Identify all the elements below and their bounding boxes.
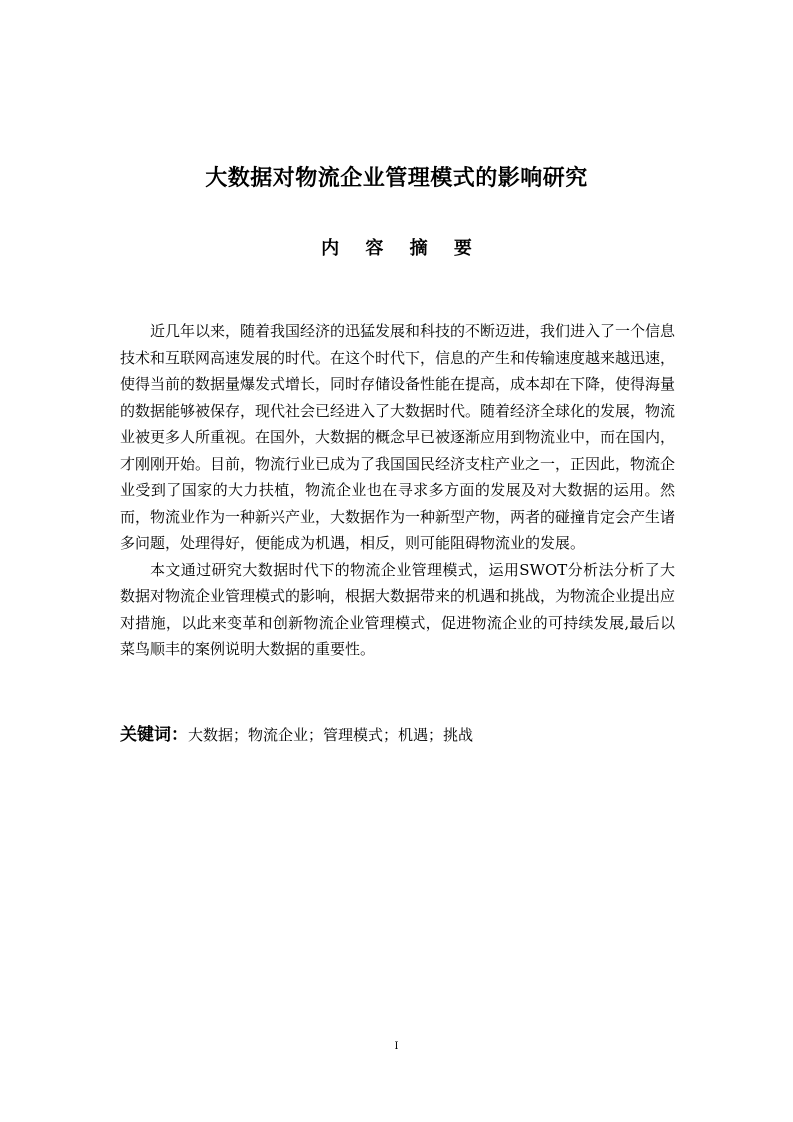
- keywords-label: 关键词：: [120, 725, 188, 745]
- paper-title: 大数据对物流企业管理模式的影响研究: [205, 166, 588, 191]
- abstract-body: [120, 318, 675, 663]
- abstract-paragraph-2: 本文通过研究大数据时代下的物流企业管理模式，运用SWOT分析法分析了大数据对物流企业管理模式的影响，根据大数据带来的机遇和挑战，为物流企业提出应对措施，以此来变革和创新物流企业管理模式，促进物流企业的可持续发展,最后以菜鸟顺丰的案例说明大数据的重要性。: [120, 560, 676, 658]
- page-number: I: [394, 1041, 399, 1052]
- keywords-line: [120, 722, 675, 748]
- abstract-heading: 内 容 摘 要: [321, 238, 482, 259]
- abstract-paragraph-1: 近几年以来，随着我国经济的迅猛发展和科技的不断迈进，我们进入了一个信息技术和互联网高速发展的时代。在这个时代下，信息的产生和传输速度越来越迅速，使得当前的数据量爆发式增长，同时存储设备性能在提高，成本却在下降，使得海量的数据能够被保存，现代社会已经进入了大数据时代。随着经济全球化的发展，物流业被更多人所重视。在国外，大数据的概念早已被逐渐应用到物流业中，而在国内，才刚刚开始。目前，物流行业已成为了我国国民经济支柱产业之一，正因此，物流企业受到了国家的大力扶植，物流企业也在寻求多方面的发展及对大数据的运用。然而，物流业作为一种新兴产业，大数据作为一种新型产物，两者的碰撞肯定会产生诸多问题，处理得好，便能成为机遇，相反，则可能阻碍物流业的发展。: [120, 322, 676, 552]
- keywords-text: 大数据；物流企业；管理模式；机遇；挑战: [188, 726, 474, 744]
